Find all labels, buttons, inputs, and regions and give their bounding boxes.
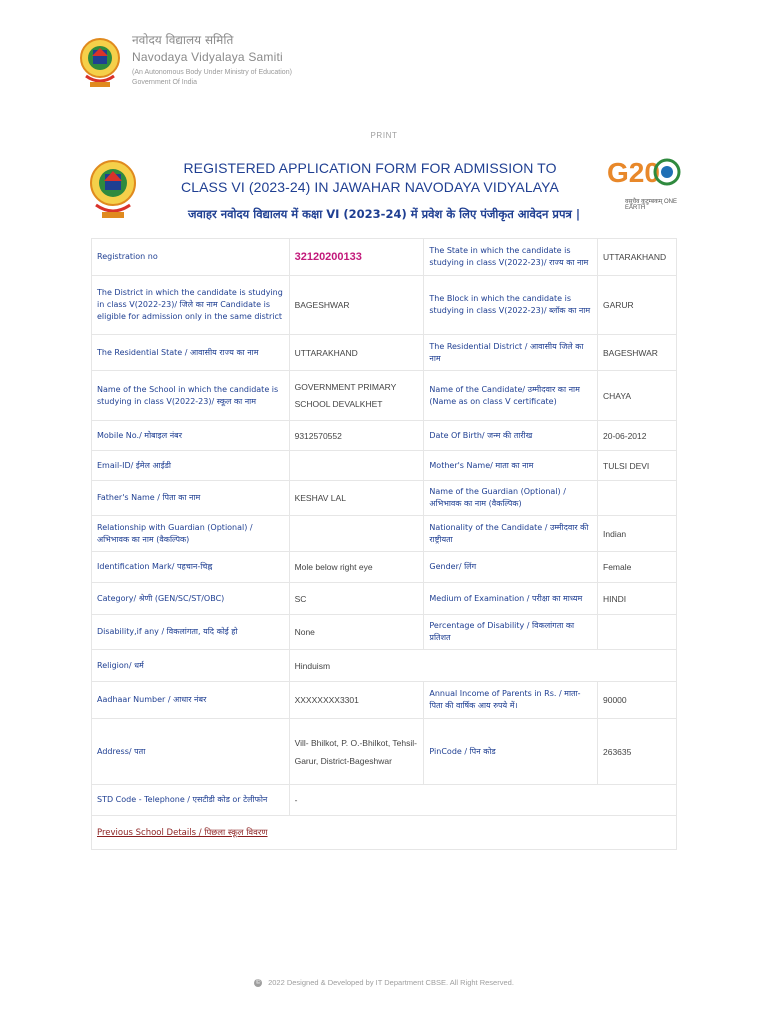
print-button[interactable]: PRINT	[370, 131, 398, 140]
idmark-label: Identification Mark/ पहचान-चिह्न	[92, 552, 290, 583]
email-label: Email-ID/ ईमेल आईडी	[92, 451, 290, 481]
aadhaar-label: Aadhaar Number / आधार नंबर	[92, 682, 290, 719]
district-value: BAGESHWAR	[289, 276, 424, 335]
form-title-line2: CLASS VI (2023-24) IN JAWAHAR NAVODAYA VIDYALAYA	[181, 179, 559, 195]
father-label: Father's Name / पिता का नाम	[92, 481, 290, 516]
table-row	[92, 615, 677, 650]
medium-label: Medium of Examination / परीक्षा का माध्यम	[424, 583, 598, 615]
gender-label: Gender/ लिंग	[424, 552, 598, 583]
candidate-value: CHAYA	[598, 371, 677, 421]
mobile-label: Mobile No./ मोबाइल नंबर	[92, 421, 290, 451]
income-label: Annual Income of Parents in Rs. / माता-पिता की वार्षिक आय रुपये में।	[424, 682, 598, 719]
copyright-icon: ©	[255, 980, 261, 987]
mother-label: Mother's Name/ माता का नाम	[424, 451, 598, 481]
pincode-value: 263635	[598, 719, 677, 785]
table-row	[92, 276, 677, 335]
nvs-logo-icon	[78, 36, 122, 92]
org-name-hindi: नवोदय विद्यालय समिति	[132, 33, 234, 47]
district-label: The District in which the candidate is studying in class V(2022-23)/ जिले का नाम Candidate is eligible for admission only in the same district	[92, 276, 290, 335]
footer	[0, 978, 768, 987]
mother-value: TULSI DEVI	[598, 451, 677, 481]
table-row	[92, 371, 677, 421]
mobile-value: 9312570552	[289, 421, 424, 451]
g20-tagline: वसुधैव कुटुम्बकम् ONE EARTH	[625, 199, 677, 211]
org-name-block	[132, 32, 432, 88]
prev-school-cell	[92, 816, 677, 850]
table-row	[92, 650, 677, 682]
state-value: UTTARAKHAND	[598, 239, 677, 276]
form-title-english	[150, 159, 590, 197]
disability-pct-value	[598, 615, 677, 650]
guardian-label: Name of the Guardian (Optional) / अभिभावक का नाम (वैकल्पिक)	[424, 481, 598, 516]
pincode-label: PinCode / पिन कोड	[424, 719, 598, 785]
disability-label: Disability,if any / विकलांगता, यदि कोई हो	[92, 615, 290, 650]
relationship-label: Relationship with Guardian (Optional) / अभिभावक का नाम (वैकल्पिक)	[92, 516, 290, 552]
school-value: GOVERNMENT PRIMARY SCHOOL DEVALKHET	[289, 371, 424, 421]
address-label: Address/ पता	[92, 719, 290, 785]
application-form-table	[91, 238, 677, 850]
relationship-value	[289, 516, 424, 552]
idmark-value: Mole below right eye	[289, 552, 424, 583]
religion-value: Hinduism	[289, 650, 676, 682]
table-row	[92, 816, 677, 850]
father-value: KESHAV LAL	[289, 481, 424, 516]
form-title-hindi: जवाहर नवोदय विद्यालय में कक्षा VI (2023-24) में प्रवेश के लिए पंजीकृत आवेदन प्रपत्र |	[187, 207, 581, 221]
org-subtitle-1: (An Autonomous Body Under Ministry of Education)	[132, 69, 292, 76]
registration-no-value	[289, 239, 424, 276]
table-row	[92, 552, 677, 583]
guardian-value	[598, 481, 677, 516]
org-subtitle	[132, 68, 432, 88]
table-row	[92, 583, 677, 615]
g20-logo	[605, 152, 681, 211]
std-value: -	[289, 785, 676, 816]
category-value: SC	[289, 583, 424, 615]
address-value: Vill- Bhilkot, P. O.-Bhilkot, Tehsil-Garur, District-Bageshwar	[289, 719, 424, 785]
school-label: Name of the School in which the candidate is studying in class V(2022-23)/ स्कूल का नाम	[92, 371, 290, 421]
table-row	[92, 335, 677, 371]
std-label: STD Code - Telephone / एसटीडी कोड or टेलीफोन	[92, 785, 290, 816]
dob-label: Date Of Birth/ जन्म की तारीख	[424, 421, 598, 451]
state-label: The State in which the candidate is studying in class V(2022-23)/ राज्य का नाम	[424, 239, 598, 276]
org-name-english: Navodaya Vidyalaya Samiti	[132, 50, 283, 64]
table-row	[92, 451, 677, 481]
table-row	[92, 239, 677, 276]
g20-logo-icon	[605, 152, 681, 192]
g20-logo-text: G20	[607, 157, 660, 188]
registration-no-label: Registration no	[92, 239, 290, 276]
table-row	[92, 516, 677, 552]
income-value: 90000	[598, 682, 677, 719]
res-state-value: UTTARAKHAND	[289, 335, 424, 371]
table-row	[92, 719, 677, 785]
candidate-label: Name of the Candidate/ उम्मीदवार का नाम (Name as on class V certificate)	[424, 371, 598, 421]
registration-no: 32120200133	[294, 251, 362, 263]
medium-value: HINDI	[598, 583, 677, 615]
table-row	[92, 785, 677, 816]
category-label: Category/ श्रेणी (GEN/SC/ST/OBC)	[92, 583, 290, 615]
res-district-label: The Residential District / आवासीय जिले का नाम	[424, 335, 598, 371]
org-subtitle-2: Government Of India	[132, 79, 197, 86]
religion-label: Religion/ धर्म	[92, 650, 290, 682]
footer-text: 2022 Designed & Developed by IT Department CBSE. All Right Reserved.	[268, 978, 514, 987]
res-state-label: The Residential State / आवासीय राज्य का नाम	[92, 335, 290, 371]
table-row	[92, 481, 677, 516]
block-label: The Block in which the candidate is studying in class V(2022-23)/ ब्लॉक का नाम	[424, 276, 598, 335]
nationality-value: Indian	[598, 516, 677, 552]
table-row	[92, 682, 677, 719]
table-row	[92, 421, 677, 451]
res-district-value: BAGESHWAR	[598, 335, 677, 371]
aadhaar-value: XXXXXXXX3301	[289, 682, 424, 719]
nationality-label: Nationality of the Candidate / उम्मीदवार की राष्ट्रीयता	[424, 516, 598, 552]
gender-value: Female	[598, 552, 677, 583]
form-title-line1: REGISTERED APPLICATION FORM FOR ADMISSION TO	[183, 160, 557, 176]
block-value: GARUR	[598, 276, 677, 335]
dob-value: 20-06-2012	[598, 421, 677, 451]
disability-pct-label: Percentage of Disability / विकलांगता का प्रतिशत	[424, 615, 598, 650]
previous-school-details-link[interactable]: Previous School Details / पिछला स्कूल विवरण	[97, 828, 268, 838]
disability-value: None	[289, 615, 424, 650]
email-value	[289, 451, 424, 481]
